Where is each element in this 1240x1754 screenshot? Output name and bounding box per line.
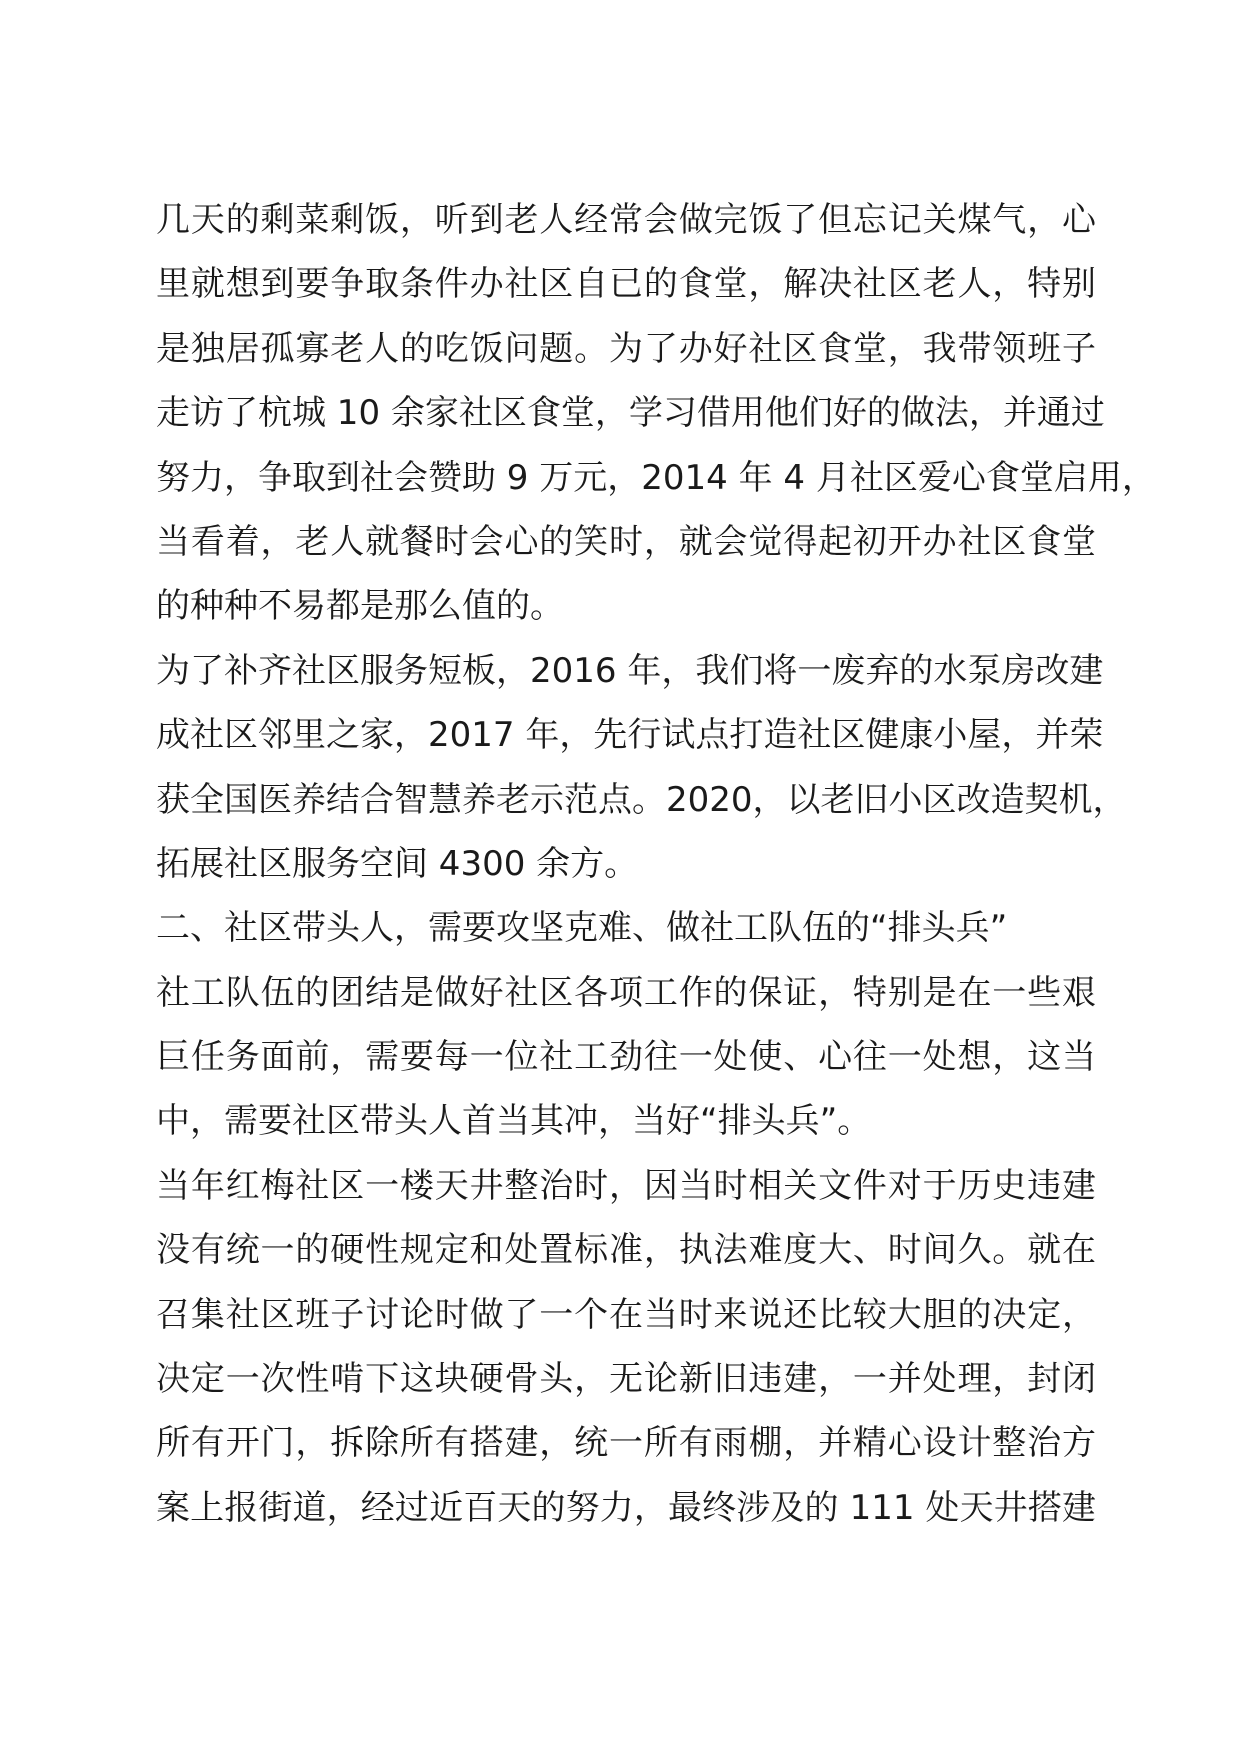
paragraph-line: 成社区邻里之家，2017 年，先行试点打造社区健康小屋，并荣 xyxy=(156,715,1104,756)
paragraph-line: 为了补齐社区服务短板，2016 年，我们将一废弃的水泵房改建 xyxy=(156,650,1104,691)
paragraph-line: 当看着，老人就餐时会心的笑时，就会觉得起初开办社区食堂 xyxy=(156,521,1096,562)
paragraph-line: 几天的剩菜剩饭，听到老人经常会做完饭了但忘记关煤气，心 xyxy=(156,200,1096,240)
paragraph-line: 案上报街道，经过近百天的努力，最终涉及的 111 处天井搭建 xyxy=(156,1487,1096,1528)
paragraph-line: 获全国医养结合智慧养老示范点。2020，以老旧小区改造契机， xyxy=(156,779,1127,820)
document-body xyxy=(156,188,1156,1540)
paragraph-line: 中，需要社区带头人首当其冲，当好“排头兵”。 xyxy=(156,1101,872,1142)
paragraph-line: 的种种不易都是那么值的。 xyxy=(156,586,564,627)
paragraph-line: 社工队伍的团结是做好社区各项工作的保证，特别是在一些艰 xyxy=(156,972,1096,1013)
paragraph-line: 里就想到要争取条件办社区自已的食堂，解决社区老人，特别 xyxy=(156,264,1096,305)
paragraph-line: 没有统一的硬性规定和处置标准，执法难度大、时间久。就在 xyxy=(156,1230,1096,1271)
paragraph-line: 召集社区班子讨论时做了一个在当时来说还比较大胆的决定， xyxy=(156,1294,1096,1335)
paragraph-line: 决定一次性啃下这块硬骨头，无论新旧违建，一并处理，封闭 xyxy=(156,1359,1096,1400)
paragraph-line: 当年红梅社区一楼天井整治时，因当时相关文件对于历史违建 xyxy=(156,1165,1096,1206)
paragraph-line: 努力，争取到社会赞助 9 万元，2014 年 4 月社区爱心食堂启用， xyxy=(156,457,1156,498)
paragraph-line: 所有开门，拆除所有搭建，统一所有雨棚，并精心设计整治方 xyxy=(156,1423,1096,1464)
paragraph-line: 走访了杭城 10 余家社区食堂，学习借用他们好的做法，并通过 xyxy=(156,393,1105,434)
section-heading: 二、社区带头人，需要攻坚克难、做社工队伍的“排头兵” xyxy=(156,908,1008,949)
paragraph-line: 拓展社区服务空间 4300 余方。 xyxy=(156,843,639,884)
paragraph-line: 是独居孤寡老人的吃饭问题。为了办好社区食堂，我带领班子 xyxy=(156,328,1096,369)
paragraph-line: 巨任务面前，需要每一位社工劲往一处使、心往一处想，这当 xyxy=(156,1037,1096,1078)
